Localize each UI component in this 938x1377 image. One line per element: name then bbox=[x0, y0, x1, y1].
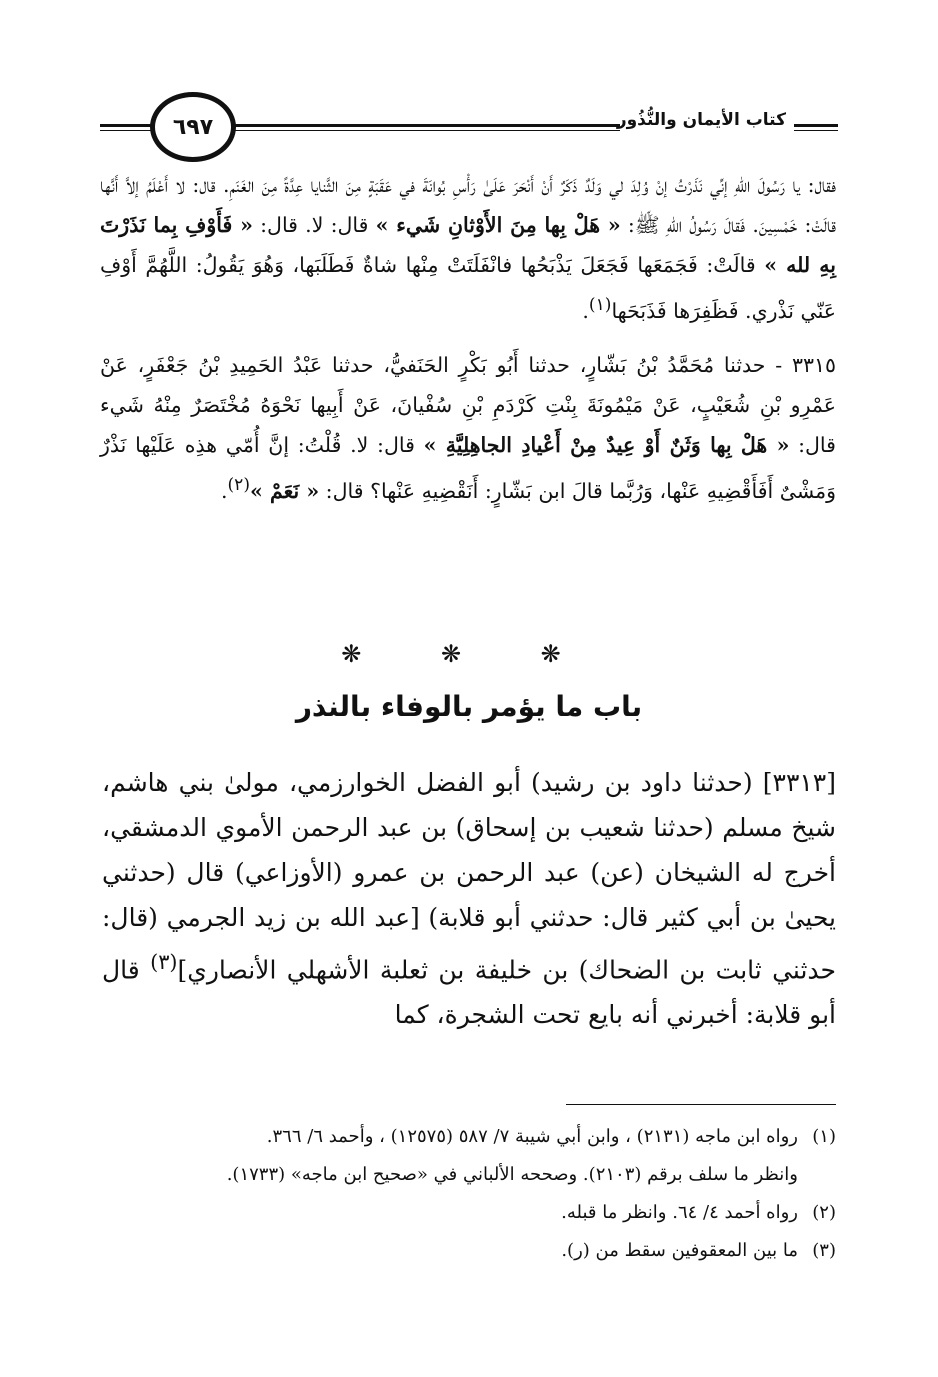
text-line: فَجَمَعَها فَجَعَلَ يَذْبَحُها فانْفَلَتَتْ مِنْها شاةٌ فَطَلَبَها، وَهُوَ يَقُولُ: اللَّهُمَّ أَوْفِ عَنّي نَذْري. bbox=[100, 253, 836, 323]
punctuation: . bbox=[220, 478, 228, 503]
footnotes bbox=[102, 1118, 836, 1270]
footnote-number: (١) bbox=[812, 1126, 836, 1147]
footnote bbox=[102, 1232, 836, 1270]
text-line: قال (حدثني يحيىٰ بن أبي كثير قال: حدثني أبو قلابة) [عبد الله بن زيد bbox=[102, 858, 837, 932]
text-line: جَعْفَرٍ، عَنْ عَمْرِو بْنِ شُعَيْبٍ، عَنْ مَيْمُونَةَ بِنْتِ كَرْدَمِ بْنِ سُفْيانَ، عَنْ أَبِيها نَحْوَهُ bbox=[100, 352, 836, 417]
prophet-quote: « نَعَمْ » bbox=[250, 478, 320, 503]
page-header bbox=[100, 92, 838, 162]
footnote-ref: (٣) bbox=[150, 950, 178, 974]
header-rule-left bbox=[100, 124, 155, 131]
footnote-line: رواه ابن ماجه (٢١٣١) ، وابن أبي شيبة ٧/ ٥٨٧ (١٢٥٧٥) ، وأحمد ٦/ ٣٦٦. bbox=[266, 1126, 798, 1147]
page-number: ٦٩٧ bbox=[172, 114, 214, 140]
text-line: قال: لا. قال: bbox=[252, 213, 376, 237]
text-line: إنَّ أُمّي هذِه عَلَيْها نَذْرٌ وَمَشْىٌ أَفَأَقْضِيهِ عَنْها، وَرُبَّما قالَ ابن بَشّارٍ: أَنَقْضِيهِ عَنْها؟ bbox=[100, 432, 836, 503]
text-line: الجرمي (قال: حدثني ثابت بن الضحاك) بن خليفة بن ثعلبة الأشهلي bbox=[102, 903, 836, 985]
text-line: قال أبو قلابة: أخبرني أنه بايع تحت الشجرة، كما bbox=[102, 955, 836, 1030]
text-line: فَظَفِرَها فَذَبَحَها bbox=[611, 298, 739, 323]
section-separator: ❋ ❋ ❋ bbox=[341, 640, 597, 668]
hadith-paragraph-1 bbox=[100, 165, 836, 331]
text-line: قال: bbox=[319, 478, 364, 503]
prophet-quote: « هَلْ بِها مِنَ الأَوْثانِ شَيء » bbox=[375, 213, 621, 237]
footnote-body bbox=[102, 1194, 798, 1232]
footnote-ref: (٢) bbox=[227, 474, 251, 495]
footnote-ref: (١) bbox=[588, 295, 612, 315]
text-line: الثَّنايا عِدَّةً مِنَ الغَنَمِ. قال: لا أَعْلَمُ إلاَّ أَنَّها قالَتْ: خَمْسِينَ. فَقالَ رَسُولُ اللهِ ﷺ: bbox=[100, 173, 836, 237]
text-line: فقال: يا رَسُولَ اللهِ إنِّي نَذَرْتُ إنْ وُلِدَ لي وَلَدٌ ذَكَرٌ أَنْ أَنْحَرَ عَلَىٰ رَأْسِ بُوانَةَ في عَقَبَةٍ مِنَ bbox=[345, 173, 836, 197]
footnote-line: ما بين المعقوفين سقط من (ر). bbox=[561, 1240, 798, 1261]
footnote bbox=[102, 1118, 836, 1194]
footnote-body bbox=[102, 1118, 798, 1194]
running-title: كتاب الأيمان والنُّذُور bbox=[616, 110, 786, 130]
text-line: [٣٣١٣] (حدثنا داود بن رشيد) أبو الفضل الخوارزمي، مولىٰ بني bbox=[178, 768, 836, 797]
text-line: قالَتْ: bbox=[706, 253, 765, 277]
header-rule-right bbox=[794, 124, 838, 131]
footnote-body bbox=[102, 1232, 798, 1270]
page-number-oval bbox=[150, 92, 236, 162]
chapter-title: باب ما يؤمر بالوفاء بالنذر bbox=[295, 690, 643, 723]
footnote-line: وانظر ما سلف برقم (٢١٠٣). وصححه الألباني في «صحيح ابن ماجه» (١٧٣٣). bbox=[226, 1164, 798, 1185]
footnote-number: (٢) bbox=[812, 1202, 836, 1223]
footnote bbox=[102, 1194, 836, 1232]
text-line: ٣٣١٥ - حدثنا مُحَمَّدُ بْنُ بَشّارٍ، حدثنا أَبُو بَكْرٍ الحَنَفيُّ، حدثنا عَبْدُ الحَمِيدِ بْنُ bbox=[198, 352, 836, 377]
footnote-rule bbox=[566, 1104, 836, 1105]
text-line: قال: لا. قُلْتُ: bbox=[297, 432, 424, 457]
punctuation: . bbox=[582, 298, 589, 323]
footnote-number: (٣) bbox=[812, 1240, 836, 1261]
hadith-text bbox=[100, 165, 836, 511]
text-line: هاشم، شيخ مسلم (حدثنا شعيب بن إسحاق) بن عبد الرحمن الأموي bbox=[102, 768, 836, 842]
hadith-paragraph-2 bbox=[100, 345, 836, 511]
commentary-paragraph bbox=[102, 760, 836, 1037]
text-line: مُخْتَصَرٌ مِنْهُ شَيء قال: bbox=[100, 392, 836, 457]
text-line: الأنصاري] bbox=[177, 955, 277, 985]
header-rule-middle bbox=[232, 124, 620, 131]
footnote-line: رواه أحمد ٤/ ٦٤. وانظر ما قبله. bbox=[561, 1202, 798, 1223]
text-line: الدمشقي، أخرج له الشيخان (عن) عبد الرحمن بن عمرو (الأوزاعي) bbox=[102, 813, 836, 887]
prophet-quote: « هَلْ بِها وَثَنٌ أَوْ عِيدٌ مِنْ أَعْيادِ الجاهِلِيَّةِ » bbox=[423, 432, 790, 457]
prophet-quote: « فَأَوْفِ بِما نَذَرْتَ بِهِ لله » bbox=[100, 213, 836, 277]
commentary-text bbox=[102, 760, 836, 1037]
